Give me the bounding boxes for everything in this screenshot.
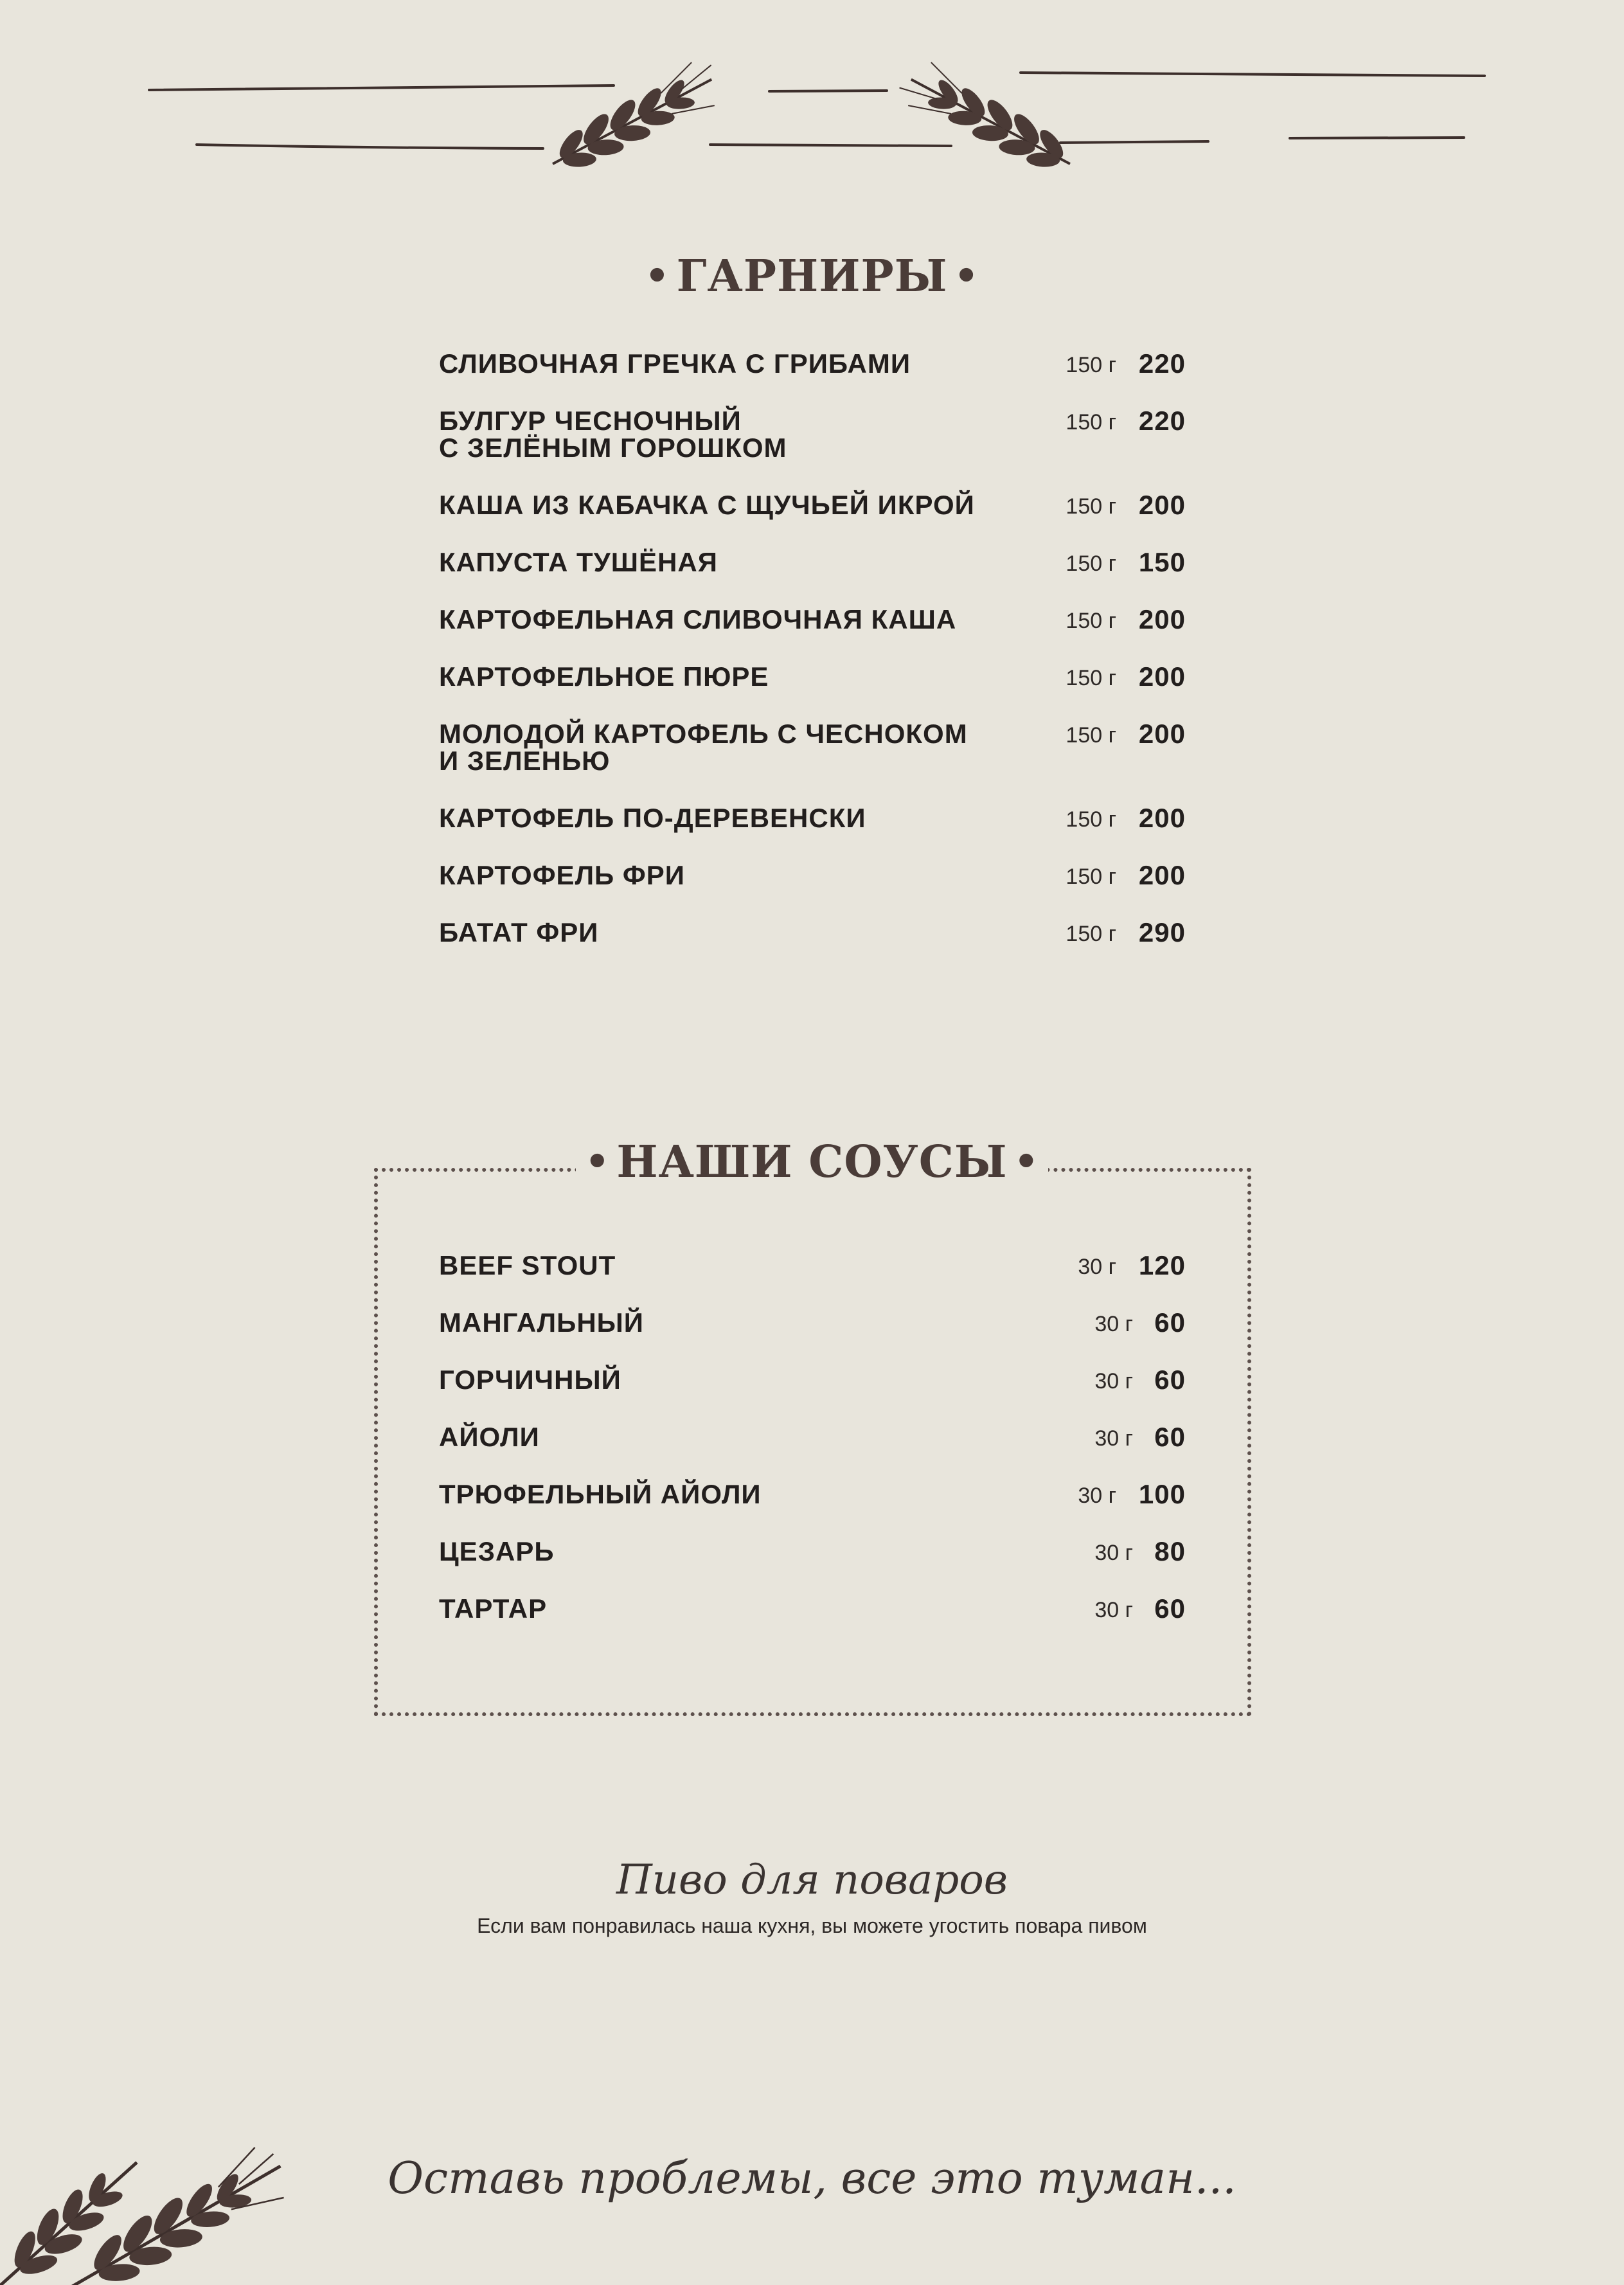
item-price: 60	[1154, 1422, 1186, 1452]
item-weight: 150 г	[1066, 666, 1116, 690]
item-price: 200	[1138, 490, 1186, 520]
item-name: ТАРТАР	[439, 1593, 548, 1624]
item-name: КАША ИЗ КАБАЧКА С ЩУЧЬЕЙ ИКРОЙ	[439, 490, 975, 520]
item-weight: 150 г	[1066, 807, 1116, 832]
item-price: 60	[1154, 1365, 1186, 1395]
item-name: МОЛОДОЙ КАРТОФЕЛЬ С ЧЕСНОКОМ И ЗЕЛЕНЬЮ	[439, 719, 968, 776]
item-price: 290	[1138, 917, 1186, 947]
item-price: 150	[1138, 547, 1186, 577]
item-weight: 30 г	[1094, 1312, 1133, 1336]
item-weight: 150 г	[1066, 410, 1116, 435]
item-weight: 150 г	[1066, 723, 1116, 748]
item-name: ЦЕЗАРЬ	[439, 1536, 555, 1566]
item-name: BEEF STOUT	[439, 1250, 616, 1280]
item-price: 200	[1138, 860, 1186, 890]
item-weight: 150 г	[1066, 353, 1116, 377]
title-dot: •	[954, 254, 979, 299]
item-weight: 30 г	[1078, 1255, 1116, 1279]
item-price: 220	[1138, 348, 1186, 379]
item-price: 80	[1154, 1536, 1186, 1566]
item-name: БУЛГУР ЧЕСНОЧНЫЙ С ЗЕЛЁНЫМ ГОРОШКОМ	[439, 406, 787, 463]
item-price: 200	[1138, 803, 1186, 833]
item-price: 200	[1138, 661, 1186, 692]
item-price: 100	[1138, 1479, 1186, 1509]
item-name: МАНГАЛЬНЫЙ	[439, 1307, 644, 1338]
slogan: Оставь проблемы, все это туман...	[388, 2153, 1236, 2204]
title-dot: •	[585, 1140, 611, 1185]
wheat-ear-icon	[541, 55, 729, 186]
item-name: БАТАТ ФРИ	[439, 917, 599, 947]
item-name: АЙОЛИ	[439, 1422, 540, 1452]
item-weight: 30 г	[1094, 1426, 1133, 1451]
garnish-title: • ГАРНИРЫ •	[645, 251, 979, 302]
item-name: КАРТОФЕЛЬНОЕ ПЮРЕ	[439, 661, 769, 692]
item-weight: 150 г	[1066, 551, 1116, 576]
item-price: 60	[1154, 1307, 1186, 1338]
item-weight: 150 г	[1066, 609, 1116, 633]
item-name: КАРТОФЕЛЬНАЯ СЛИВОЧНАЯ КАША	[439, 604, 957, 634]
item-price: 200	[1138, 604, 1186, 634]
item-weight: 150 г	[1066, 494, 1116, 519]
title-dot: •	[1013, 1140, 1039, 1185]
title-dot: •	[645, 254, 670, 299]
item-price: 60	[1154, 1593, 1186, 1624]
item-weight: 30 г	[1078, 1483, 1116, 1508]
beer-for-cooks-title: Пиво для поваров	[616, 1856, 1008, 1904]
item-weight: 30 г	[1094, 1369, 1133, 1393]
item-name: КАРТОФЕЛЬ ПО-ДЕРЕВЕНСКИ	[439, 803, 866, 833]
item-name: ГОРЧИЧНЫЙ	[439, 1365, 621, 1395]
wheat-bundle-icon	[0, 2140, 334, 2285]
item-name: КАРТОФЕЛЬ ФРИ	[439, 860, 685, 890]
item-weight: 150 г	[1066, 865, 1116, 889]
item-weight: 150 г	[1066, 922, 1116, 946]
item-price: 200	[1138, 719, 1186, 749]
beer-for-cooks-text: Если вам понравилась наша кухня, вы можете угостить повара пивом	[477, 1914, 1147, 1937]
item-name: КАПУСТА ТУШЁНАЯ	[439, 547, 718, 577]
header-decoration	[0, 0, 1624, 193]
item-price: 220	[1138, 406, 1186, 436]
item-price: 120	[1138, 1250, 1186, 1280]
item-weight: 30 г	[1094, 1541, 1133, 1565]
item-name: СЛИВОЧНАЯ ГРЕЧКА С ГРИБАМИ	[439, 348, 911, 379]
item-weight: 30 г	[1094, 1598, 1133, 1622]
item-name: ТРЮФЕЛЬНЫЙ АЙОЛИ	[439, 1479, 762, 1509]
sauces-title: • НАШИ СОУСЫ •	[0, 1136, 1624, 1188]
